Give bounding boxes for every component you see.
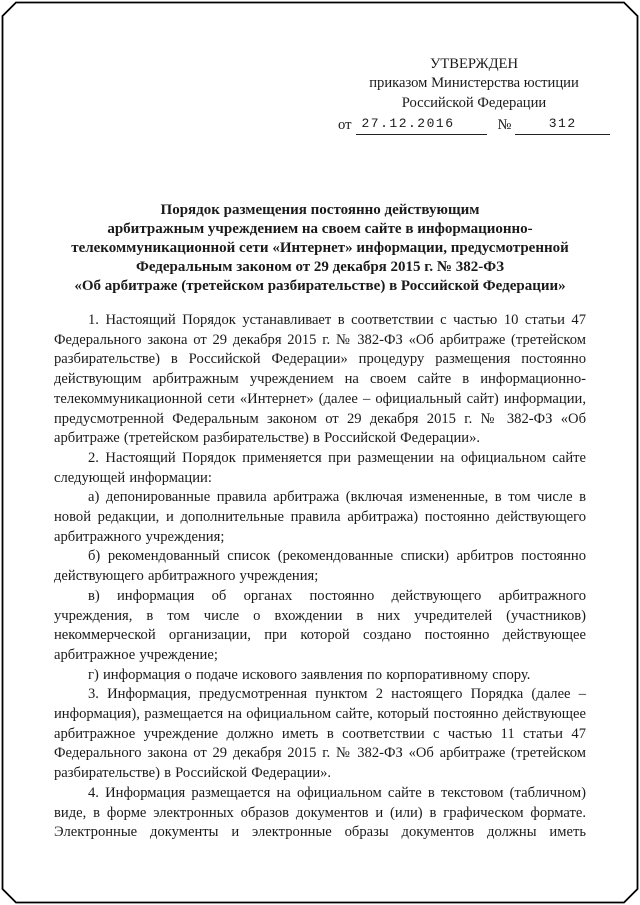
paragraph-1: 1. Настоящий Порядок устанавливает в соответствии с частью 10 статьи 47 Федерального закона от 29 декабря 2015 г. № 382-ФЗ «Об арбитраже (третейском разбирательстве) в Российской Федерации» процедуру размещения постоянно действующим арбитражным учреждением на своем сайте в информационно-телекоммуникационной сети «Интернет» (далее – официальный сайт) информации, предусмотренной Федеральным законом от 29 декабря 2015 г. № 382-ФЗ «Об арбитраже (третейском разбирательстве) в Российской Федерации». <box>54 312 586 447</box>
date-prefix-label: от <box>338 116 352 133</box>
title-line: Порядок размещения постоянно действующим <box>160 202 480 218</box>
number-sign-label: № <box>497 116 512 133</box>
approval-date-value: 27.12.2016 <box>356 114 487 135</box>
title-line: «Об арбитраже (третейском разбирательстве) в Российской Федерации» <box>74 278 566 294</box>
approval-authority-line1: приказом Министерства юстиции <box>369 75 579 92</box>
title-line: арбитражным учреждением на своем сайте в информационно- <box>107 221 533 237</box>
title-line: телекоммуникационной сети «Интернет» информации, предусмотренной <box>71 240 569 256</box>
document-title <box>50 201 590 296</box>
approval-word: УТВЕРЖДЕН <box>430 56 518 72</box>
title-line: Федеральным законом от 29 декабря 2015 г. № 382-ФЗ <box>135 259 505 275</box>
paragraph-2: 2. Настоящий Порядок применяется при размещении на официальном сайте следующей информации: <box>54 449 586 486</box>
document-body <box>54 311 586 843</box>
paragraph-2-item-b: б) рекомендованный список (рекомендованные списки) арбитров постоянно действующего арбитражного учреждения; <box>54 548 586 585</box>
approval-date-row <box>338 114 610 135</box>
paragraph-2-item-g: г) информация о подаче искового заявления по корпоративному спору. <box>88 666 531 683</box>
approval-authority-line2: Российской Федерации <box>401 94 547 111</box>
paragraph-4: 4. Информация размещается на официальном сайте в текстовом (табличном) виде, в форме электронных образов документов и (или) в графическом формате. Электронные документы и электронные образы документов должны иметь <box>54 784 586 841</box>
paragraph-2-item-a: а) депонированные правила арбитража (включая измененные, в том числе в новой редакции, и дополнительные правила арбитража) постоянно действующего арбитражного учреждения; <box>54 489 586 545</box>
paragraph-2-item-v: в) информация об органах постоянно действующего арбитражного учреждения, в том числе о вхождении в них учредителей (участников) некоммерческой организации, при которой создано постоянно действующее арбитражное учреждение; <box>54 587 586 663</box>
approval-number-value: 312 <box>515 114 610 135</box>
approval-block <box>338 55 610 135</box>
paragraph-3: 3. Информация, предусмотренная пунктом 2 настоящего Порядка (далее – информация), размещается на официальном сайте, который постоянно действующее арбитражное учреждение должно иметь в соответствии с частью 11 статьи 47 Федерального закона от 29 декабря 2015 г. № 382-ФЗ «Об арбитраже (третейском разбирательстве) в Российской Федерации». <box>54 686 586 782</box>
